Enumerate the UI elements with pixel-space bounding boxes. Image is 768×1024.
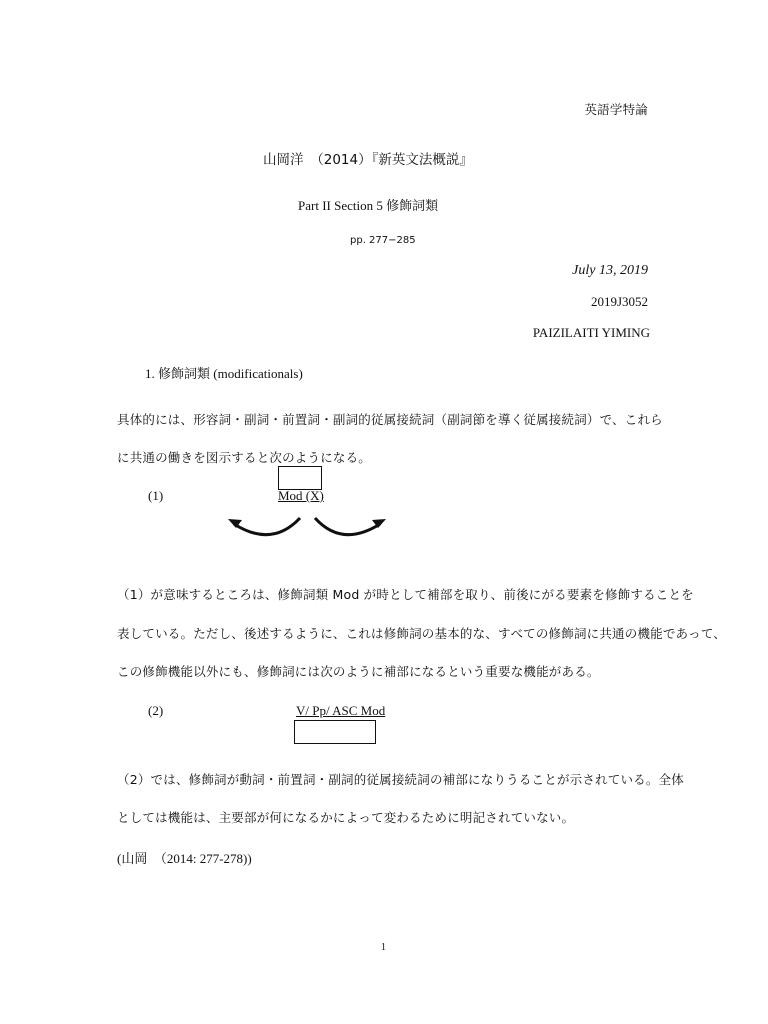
page-number: 1 [381, 942, 386, 953]
paragraph-line: この修飾機能以外にも、修飾詞には次のように補部になるという重要な機能がある。 [117, 664, 600, 679]
paragraph-line: 具体的には、形容詞・副詞・前置詞・副詞的従属接続詞（副詞節を導く従属接続詞）で、これら [117, 412, 663, 427]
date: July 13, 2019 [572, 263, 648, 278]
example-number: (2) [148, 703, 164, 718]
student-name: PAIZILAITI YIMING [532, 325, 650, 340]
example-formula: Mod (X) [278, 488, 324, 503]
empty-box [278, 466, 322, 490]
student-id: 2019J3052 [590, 294, 648, 309]
citation: (山岡 （2014: 277-278)) [117, 851, 252, 866]
paragraph-line: 表している。ただし、後述するように、これは修飾詞の基本的な、すべての修飾詞に共通の機能であって、 [117, 626, 726, 641]
page-range: pp. 277−285 [350, 235, 416, 246]
example-number: (1) [148, 488, 164, 503]
part-section: Part II Section 5 修飾詞類 [298, 198, 439, 213]
section-heading: 1. 修飾詞類 (modificationals) [145, 366, 303, 381]
curved-arrows-icon [220, 508, 390, 548]
example-formula: V/ Pp/ ASC Mod [296, 703, 386, 718]
citation-title: 山岡洋 （2014）『新英文法概説』 [263, 152, 473, 168]
course-name: 英語学特論 [584, 102, 648, 117]
paragraph-line: に共通の働きを図示すると次のようになる。 [117, 450, 372, 465]
paragraph-line: （1）が意味するところは、修飾詞類 Mod が時として補部を取り、前後にがる要素を修飾することを [117, 587, 694, 602]
paragraph-line: （2）では、修飾詞が動詞・前置詞・副詞的従属接続詞の補部になりうることが示されている。全体 [117, 772, 684, 787]
paragraph-line: としては機能は、主要部が何になるかによって変わるために明記されていない。 [117, 810, 575, 825]
empty-box [294, 720, 376, 744]
